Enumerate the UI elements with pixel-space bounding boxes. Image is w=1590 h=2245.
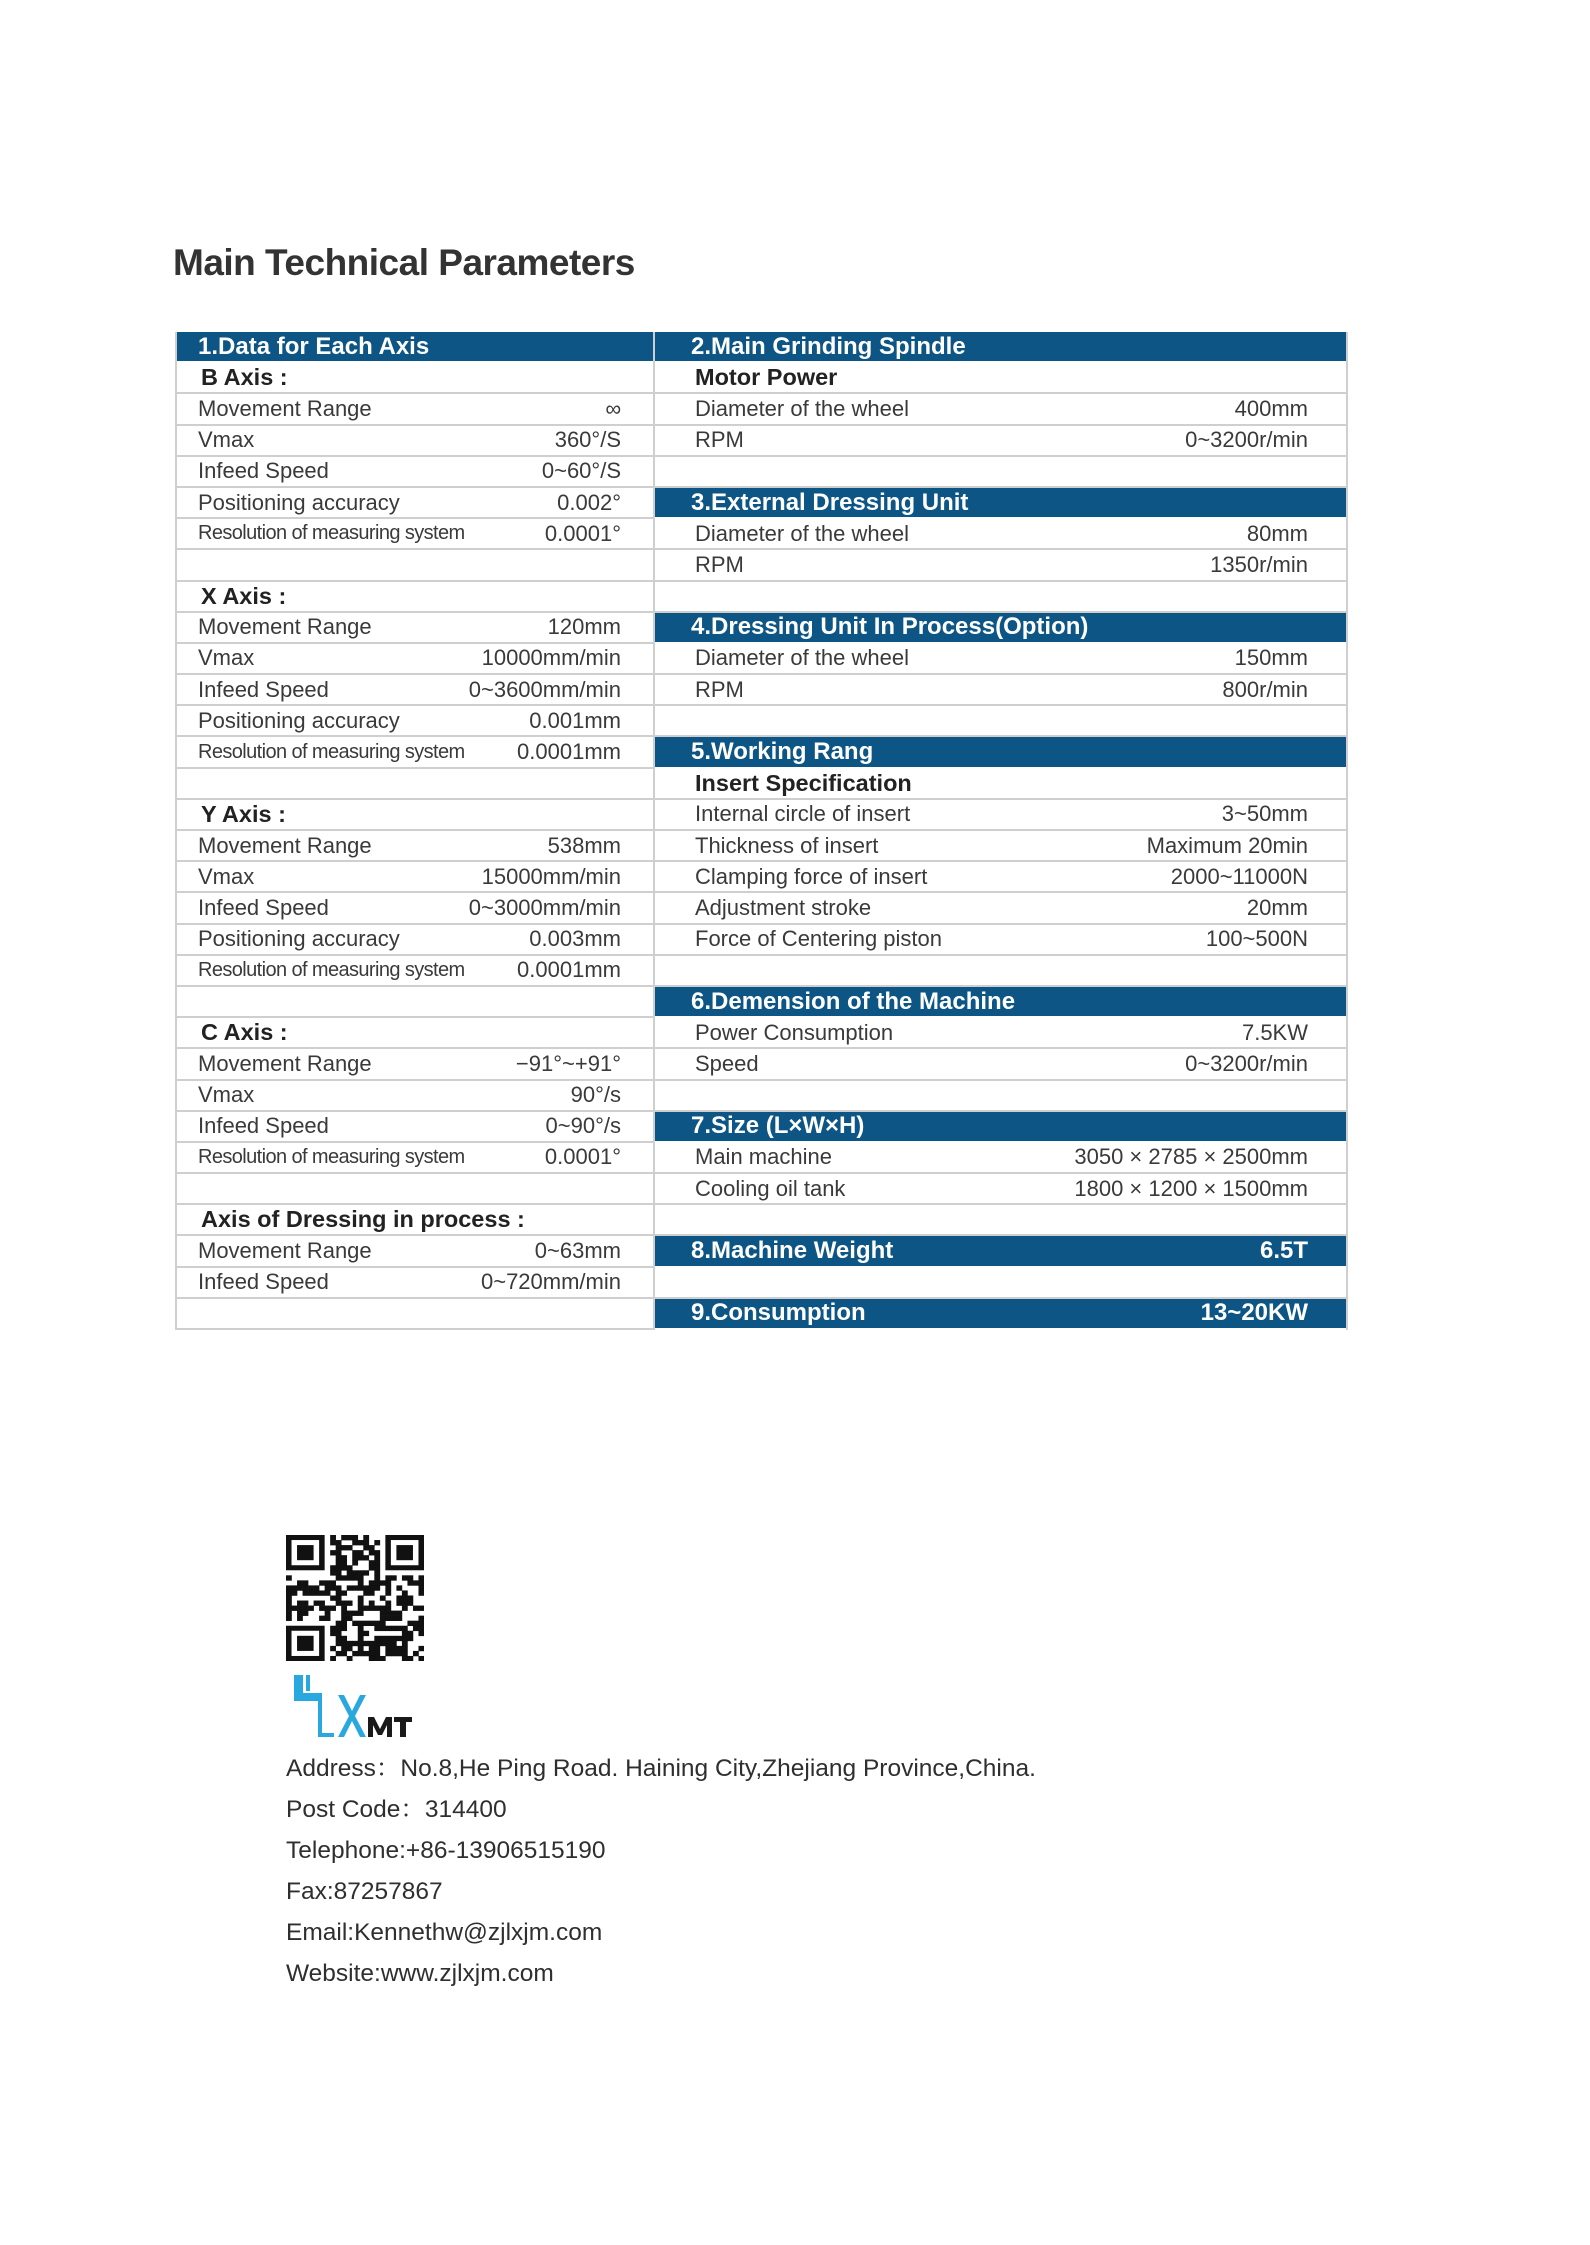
spec-label: Y Axis : (201, 800, 286, 827)
spec-label: B Axis : (201, 364, 288, 391)
spec-row (655, 550, 1346, 581)
spec-row (177, 1236, 655, 1267)
spec-label: RPM (695, 427, 744, 453)
spec-value: 0~3200r/min (1185, 1050, 1308, 1076)
spec-row (177, 675, 655, 706)
spec-label: Positioning accuracy (198, 489, 400, 515)
spec-label: Axis of Dressing in process : (201, 1206, 525, 1233)
spec-row (177, 737, 655, 768)
qr-code-icon (286, 1535, 424, 1661)
subsection-title (177, 582, 655, 613)
spec-value: 15000mm/min (481, 863, 621, 889)
spacer-row (655, 956, 1346, 987)
spec-value: Maximum 20min (1146, 832, 1308, 858)
spec-label: 9.Consumption (691, 1299, 866, 1327)
section-header (655, 1112, 1346, 1143)
spec-value: 0.0001° (544, 1144, 621, 1170)
contact-telephone: Telephone:+86-13906515190 (286, 1837, 606, 1864)
spec-value: 13~20KW (1200, 1299, 1308, 1327)
spec-label: Diameter of the wheel (695, 395, 909, 421)
spacer-row (177, 1299, 655, 1330)
section-header (655, 737, 1346, 768)
spacer-row (177, 987, 655, 1018)
spec-value: 0.0001° (544, 520, 621, 546)
spec-label: Clamping force of insert (695, 863, 928, 889)
spec-row (177, 613, 655, 644)
spec-value: 0~90°/s (545, 1113, 621, 1139)
spec-label: 4.Dressing Unit In Process(Option) (691, 613, 1089, 641)
spec-label: Movement Range (198, 1050, 372, 1076)
spec-value: 0~63mm (534, 1238, 621, 1264)
spec-row (177, 457, 655, 488)
spec-value: 0.0001mm (517, 957, 621, 983)
spec-label: Speed (695, 1050, 759, 1076)
contact-info (286, 1748, 1036, 1994)
spec-value: 1350r/min (1210, 551, 1308, 577)
spec-row (655, 1174, 1346, 1205)
spec-row (655, 519, 1346, 550)
contact-email[interactable]: Email:Kennethw@zjlxjm.com (286, 1919, 603, 1946)
spec-label: Movement Range (198, 832, 372, 858)
subsection-title (655, 769, 1346, 800)
spec-label: Positioning accuracy (198, 926, 400, 952)
spec-value: 0~3000mm/min (468, 894, 621, 920)
spec-row (177, 426, 655, 457)
spec-row (177, 1081, 655, 1112)
spec-label: Adjustment stroke (695, 894, 872, 920)
contact-fax: Fax:87257867 (286, 1878, 443, 1905)
spec-row (655, 1143, 1346, 1174)
spec-row (655, 925, 1346, 956)
spec-value: 3050 × 2785 × 2500mm (1074, 1144, 1308, 1170)
contact-post-code: Post Code：314400 (286, 1796, 507, 1823)
spec-label: Resolution of measuring system (198, 522, 465, 545)
spec-value: 1800 × 1200 × 1500mm (1074, 1175, 1308, 1201)
spec-label: Infeed Speed (198, 1113, 329, 1139)
spec-label: X Axis : (201, 582, 287, 609)
spec-label: Thickness of insert (695, 832, 879, 858)
spec-label: Movement Range (198, 614, 372, 640)
footer-brand (286, 1535, 426, 1743)
spec-label: Infeed Speed (198, 458, 329, 484)
subsection-title (655, 363, 1346, 394)
spec-value: 150mm (1234, 645, 1308, 671)
spec-row (655, 1049, 1346, 1080)
spec-label: Vmax (198, 427, 255, 453)
spec-label: 7.Size (L×W×H) (691, 1112, 865, 1140)
spec-value: 0~3600mm/min (468, 676, 621, 702)
spec-label: 1.Data for Each Axis (198, 332, 430, 360)
spec-value: 0~60°/S (541, 458, 621, 484)
spec-label: Main machine (695, 1144, 832, 1170)
spec-value: 0.002° (557, 489, 621, 515)
axis-data-table (175, 332, 655, 1330)
spec-row (177, 925, 655, 956)
spec-label: 6.Demension of the Machine (691, 987, 1016, 1015)
spec-label: Diameter of the wheel (695, 520, 909, 546)
spec-row (655, 644, 1346, 675)
spec-label: Resolution of measuring system (198, 958, 465, 981)
spec-row (655, 862, 1346, 893)
spec-label: 5.Working Rang (691, 738, 874, 766)
spec-value: 7.5KW (1241, 1019, 1308, 1045)
lxmt-logo-icon (286, 1673, 426, 1743)
spec-row (655, 675, 1346, 706)
machine-specs-table (653, 332, 1348, 1330)
spec-label: Power Consumption (695, 1019, 894, 1045)
spec-value: −91°~+91° (515, 1050, 621, 1076)
spec-label: Diameter of the wheel (695, 645, 909, 671)
spec-label: 3.External Dressing Unit (691, 488, 969, 516)
spec-row (177, 644, 655, 675)
spec-row (655, 1018, 1346, 1049)
spec-row (655, 394, 1346, 425)
spacer-row (655, 706, 1346, 737)
spec-value: 2000~11000N (1170, 863, 1308, 889)
spec-label: C Axis : (201, 1019, 288, 1046)
spec-label: 8.Machine Weight (691, 1237, 894, 1265)
spec-label: Force of Centering piston (695, 926, 943, 952)
section-header (655, 613, 1346, 644)
spec-label: Vmax (198, 863, 255, 889)
spec-value: 0.0001mm (517, 739, 621, 765)
spacer-row (655, 457, 1346, 488)
contact-website[interactable]: Website:www.zjlxjm.com (286, 1960, 554, 1987)
spec-value: 20mm (1246, 894, 1308, 920)
spec-value: 80mm (1246, 520, 1308, 546)
spec-value: 6.5T (1259, 1237, 1308, 1265)
spec-row (177, 1049, 655, 1080)
company-logo (286, 1673, 426, 1743)
spec-row (655, 831, 1346, 862)
spec-row (177, 831, 655, 862)
section-header (655, 1236, 1346, 1267)
spec-label: Movement Range (198, 1238, 372, 1264)
spec-value: 100~500N (1205, 926, 1308, 952)
spec-label: Vmax (198, 645, 255, 671)
subsection-title (177, 1018, 655, 1049)
spec-value: 360°/S (554, 427, 621, 453)
spec-value: 400mm (1234, 395, 1308, 421)
spec-label: Resolution of measuring system (198, 740, 465, 763)
spec-label: Cooling oil tank (695, 1175, 846, 1201)
spec-label: Internal circle of insert (695, 801, 911, 827)
spec-label: Infeed Speed (198, 676, 329, 702)
section-header (177, 332, 655, 363)
spec-value: 0~720mm/min (480, 1269, 621, 1295)
section-header (655, 488, 1346, 519)
spec-row (177, 394, 655, 425)
spec-label: Resolution of measuring system (198, 1145, 465, 1168)
spec-row (655, 426, 1346, 457)
spec-value: 0~3200r/min (1185, 427, 1308, 453)
subsection-title (177, 1205, 655, 1236)
spacer-row (655, 1268, 1346, 1299)
spec-label: Positioning accuracy (198, 707, 400, 733)
spacer-row (655, 1205, 1346, 1236)
spacer-row (655, 582, 1346, 613)
spacer-row (177, 769, 655, 800)
spec-row (177, 706, 655, 737)
spec-label: Insert Specification (695, 769, 912, 796)
spec-value: 0.003mm (529, 926, 621, 952)
spec-row (177, 1268, 655, 1299)
section-header (655, 987, 1346, 1018)
spec-label: RPM (695, 551, 744, 577)
spec-label: Movement Range (198, 395, 372, 421)
spec-value: ∞ (605, 395, 621, 421)
spec-row (177, 956, 655, 987)
spec-value: 800r/min (1222, 676, 1308, 702)
spec-value: 90°/s (570, 1082, 621, 1108)
spacer-row (177, 550, 655, 581)
spacer-row (177, 1174, 655, 1205)
spec-row (177, 1112, 655, 1143)
spec-value: 3~50mm (1221, 801, 1308, 827)
subsection-title (177, 363, 655, 394)
spec-row (177, 519, 655, 550)
spec-value: 120mm (547, 614, 621, 640)
spacer-row (655, 1081, 1346, 1112)
spec-row (655, 800, 1346, 831)
spec-label: Infeed Speed (198, 894, 329, 920)
spec-row (655, 893, 1346, 924)
spec-label: 2.Main Grinding Spindle (691, 332, 966, 360)
subsection-title (177, 800, 655, 831)
section-header (655, 332, 1346, 363)
spec-label: RPM (695, 676, 744, 702)
spec-row (177, 893, 655, 924)
spec-value: 10000mm/min (481, 645, 621, 671)
contact-address: Address：No.8,He Ping Road. Haining City,Zhejiang Province,China. (286, 1755, 1036, 1782)
spec-label: Infeed Speed (198, 1269, 329, 1295)
spec-value: 0.001mm (529, 707, 621, 733)
spec-row (177, 862, 655, 893)
spec-row (177, 1143, 655, 1174)
spec-value: 538mm (547, 832, 621, 858)
spec-label: Vmax (198, 1082, 255, 1108)
section-header (655, 1299, 1346, 1330)
page-title: Main Technical Parameters (173, 242, 635, 283)
spec-row (177, 488, 655, 519)
spec-label: Motor Power (695, 364, 838, 391)
